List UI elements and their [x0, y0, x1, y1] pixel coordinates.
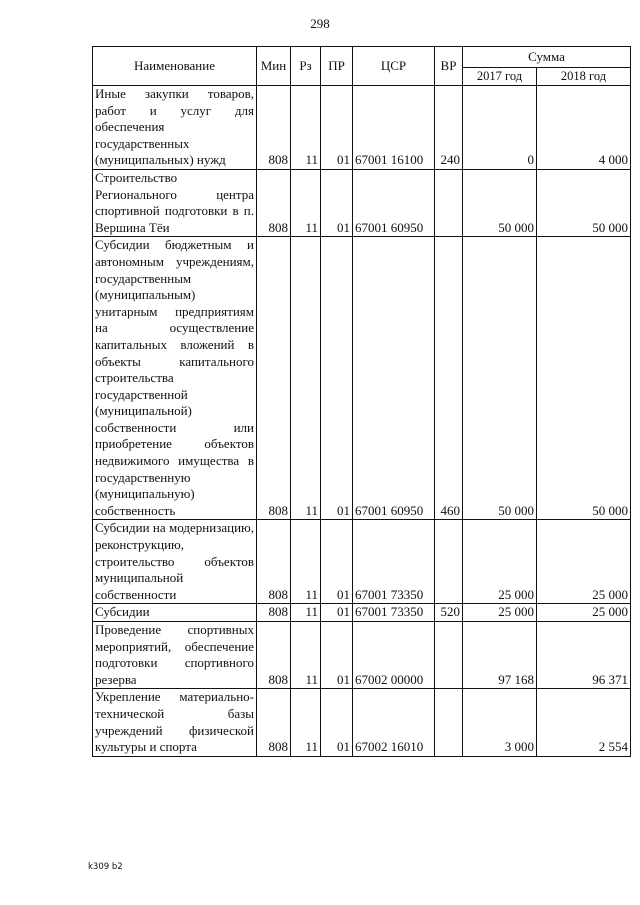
row-name: Субсидии	[93, 604, 257, 622]
row-sum-2017: 50 000	[463, 237, 537, 520]
row-pr: 01	[321, 237, 353, 520]
row-sum-2018: 2 554	[537, 689, 631, 756]
header-rz: Рз	[291, 47, 321, 86]
budget-table	[92, 46, 631, 757]
header-vr: ВР	[435, 47, 463, 86]
header-sum: Сумма	[463, 47, 631, 68]
row-pr: 01	[321, 622, 353, 689]
row-sum-2017: 50 000	[463, 169, 537, 236]
row-vr	[435, 520, 463, 604]
row-name: Строительство Регионального центра спортивной подготовки в п. Вершина Тёи	[93, 169, 257, 236]
row-rz: 11	[291, 604, 321, 622]
row-csr: 67001 60950	[353, 169, 435, 236]
row-min: 808	[257, 520, 291, 604]
row-pr: 01	[321, 520, 353, 604]
header-year-2018: 2018 год	[537, 68, 631, 86]
row-name: Субсидии бюджетным и автономным учреждениям, государственным (муниципальным) унитарным предприятиям на осуществление капитальных вложений в объекты капитального строительства государственной (муниципальной) собственности или приобретение объектов недвижимого имущества в государственную (муниципальную) собственность	[93, 237, 257, 520]
table-row	[93, 169, 631, 236]
row-vr	[435, 169, 463, 236]
table-row	[93, 622, 631, 689]
header-year-2017: 2017 год	[463, 68, 537, 86]
row-pr: 01	[321, 86, 353, 170]
row-sum-2018: 4 000	[537, 86, 631, 170]
row-sum-2018: 50 000	[537, 237, 631, 520]
row-pr: 01	[321, 689, 353, 756]
row-sum-2017: 25 000	[463, 604, 537, 622]
row-rz: 11	[291, 622, 321, 689]
row-vr: 520	[435, 604, 463, 622]
row-min: 808	[257, 86, 291, 170]
row-min: 808	[257, 689, 291, 756]
row-sum-2017: 25 000	[463, 520, 537, 604]
table-row	[93, 86, 631, 170]
row-sum-2017: 3 000	[463, 689, 537, 756]
table-row	[93, 604, 631, 622]
header-pr: ПР	[321, 47, 353, 86]
table-row	[93, 237, 631, 520]
header-min: Мин	[257, 47, 291, 86]
row-csr: 67001 73350	[353, 520, 435, 604]
row-sum-2018: 50 000	[537, 169, 631, 236]
row-rz: 11	[291, 86, 321, 170]
row-rz: 11	[291, 169, 321, 236]
row-min: 808	[257, 169, 291, 236]
row-sum-2017: 97 168	[463, 622, 537, 689]
row-vr	[435, 622, 463, 689]
footer-code: k309 b2	[88, 862, 123, 872]
row-name: Укрепление материально-технической базы учреждений физической культуры и спорта	[93, 689, 257, 756]
row-name: Иные закупки товаров, работ и услуг для обеспечения государственных (муниципальных) нужд	[93, 86, 257, 170]
table-row	[93, 689, 631, 756]
row-pr: 01	[321, 604, 353, 622]
row-min: 808	[257, 237, 291, 520]
row-csr: 67002 00000	[353, 622, 435, 689]
row-sum-2017: 0	[463, 86, 537, 170]
row-rz: 11	[291, 237, 321, 520]
row-sum-2018: 25 000	[537, 604, 631, 622]
row-vr: 240	[435, 86, 463, 170]
row-vr	[435, 689, 463, 756]
row-vr: 460	[435, 237, 463, 520]
row-rz: 11	[291, 520, 321, 604]
row-name: Субсидии на модернизацию, реконструкцию, строительство объектов муниципальной собственности	[93, 520, 257, 604]
table-row	[93, 520, 631, 604]
row-csr: 67002 16010	[353, 689, 435, 756]
header-csr: ЦСР	[353, 47, 435, 86]
row-csr: 67001 60950	[353, 237, 435, 520]
row-csr: 67001 16100	[353, 86, 435, 170]
row-min: 808	[257, 622, 291, 689]
header-name: Наименование	[93, 47, 257, 86]
row-sum-2018: 25 000	[537, 520, 631, 604]
row-pr: 01	[321, 169, 353, 236]
row-sum-2018: 96 371	[537, 622, 631, 689]
row-csr: 67001 73350	[353, 604, 435, 622]
row-rz: 11	[291, 689, 321, 756]
row-name: Проведение спортивных мероприятий, обеспечение подготовки спортивного резерва	[93, 622, 257, 689]
page-number: 298	[310, 16, 330, 31]
row-min: 808	[257, 604, 291, 622]
header-row	[93, 47, 631, 68]
